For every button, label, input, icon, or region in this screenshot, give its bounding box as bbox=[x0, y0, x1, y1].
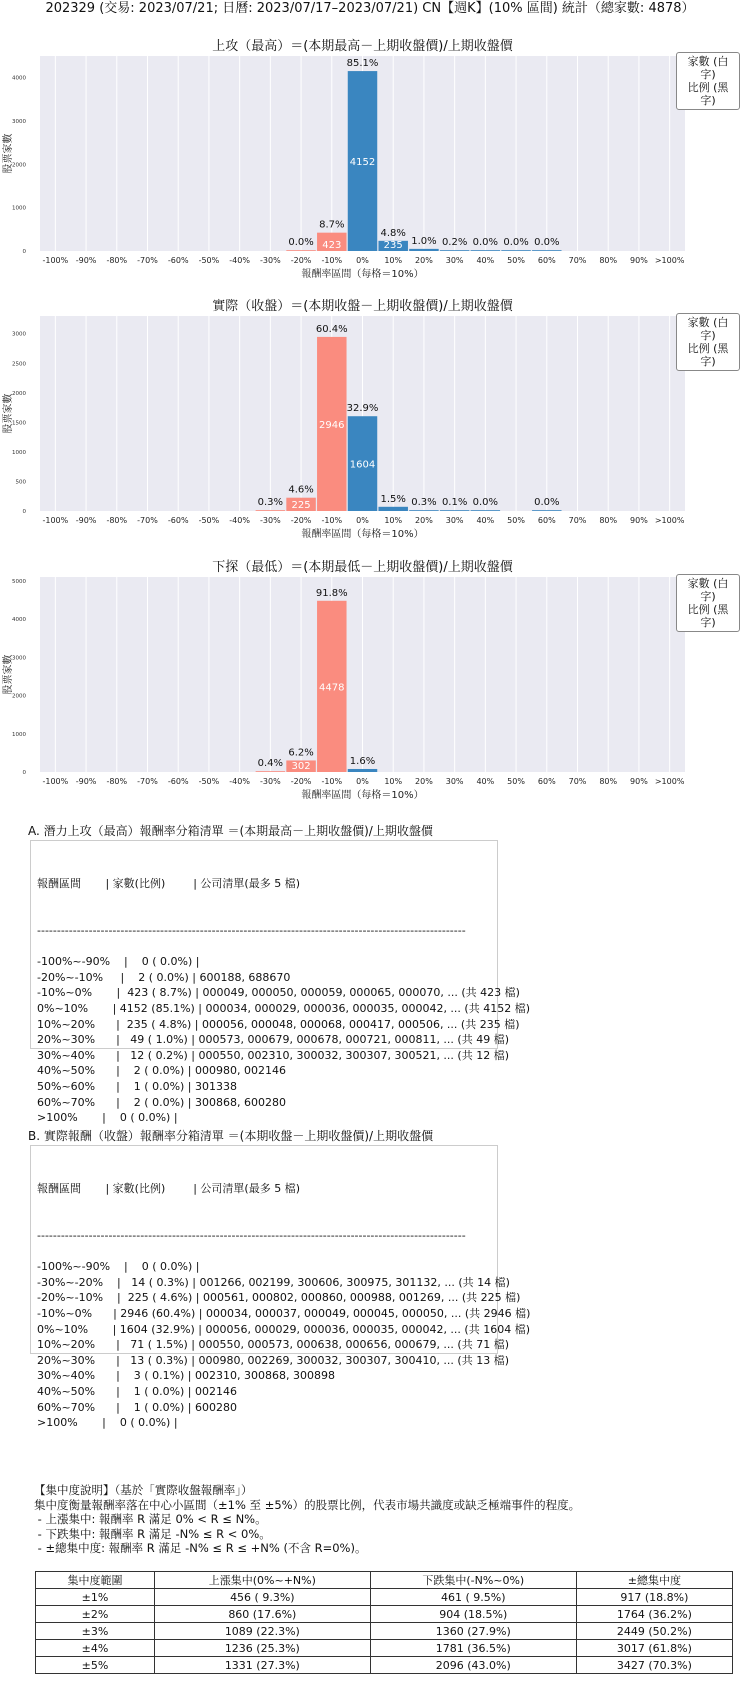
bar-count-label: 225 bbox=[291, 500, 311, 511]
list-row: 40%~50% | 1 ( 0.0%) | 002146 bbox=[37, 1384, 237, 1398]
y-tick-label: 0 bbox=[22, 249, 26, 255]
list-row: -100%~-90% | 0 ( 0.0%) | bbox=[37, 955, 200, 969]
bar bbox=[532, 510, 561, 511]
x-tick-label: -30% bbox=[260, 516, 281, 525]
list-row: >100% | 0 ( 0.0%) | bbox=[37, 1111, 178, 1125]
table-cell: 1236 (25.3%) bbox=[154, 1640, 370, 1657]
list-row: 10%~20% | 235 ( 4.8%) | 000056, 000048, 000068, 000417, 000506, ... (共 235 檔) bbox=[37, 1017, 520, 1031]
y-tick-label: 0 bbox=[22, 509, 26, 515]
table-cell: 860 (17.6%) bbox=[154, 1606, 370, 1623]
bar-percent-label: 32.9% bbox=[346, 403, 379, 415]
x-tick-label: 0% bbox=[356, 777, 369, 786]
chart-legend bbox=[676, 574, 740, 632]
x-tick-label: 40% bbox=[476, 777, 495, 786]
x-tick-label: >100% bbox=[654, 516, 685, 525]
list-row: 10%~20% | 71 ( 1.5%) | 000550, 000573, 000638, 000656, 000679, ... (共 71 檔) bbox=[37, 1338, 509, 1352]
x-tick-label: -50% bbox=[198, 516, 220, 525]
note-line: - ±總集中度: 報酬率 R 滿足 -N% ≤ R ≤ +N% (不含 R=0%)。 bbox=[34, 1541, 367, 1556]
x-tick-label: -20% bbox=[290, 777, 312, 786]
bar-percent-label: 6.2% bbox=[288, 747, 314, 759]
x-tick-label: 20% bbox=[415, 256, 433, 265]
y-tick-label: 2000 bbox=[12, 693, 26, 700]
x-tick-label: -30% bbox=[260, 256, 281, 265]
bar-count-label: 235 bbox=[383, 240, 403, 251]
bar-percent-label: 0.0% bbox=[503, 237, 529, 248]
list-row: -30%~-20% | 14 ( 0.3%) | 001266, 002199, 300606, 300975, 301132, ... (共 14 檔) bbox=[37, 1275, 510, 1289]
x-tick-label: -70% bbox=[137, 256, 158, 265]
table-cell: ±5% bbox=[36, 1657, 155, 1674]
x-tick-label: -80% bbox=[106, 256, 128, 265]
x-tick-label: 60% bbox=[537, 256, 556, 265]
table-row bbox=[36, 1657, 733, 1674]
y-tick-label: 1000 bbox=[12, 205, 26, 212]
x-tick-label: -10% bbox=[321, 516, 343, 525]
y-tick-label: 3000 bbox=[12, 119, 26, 125]
bar-percent-label: 0.0% bbox=[472, 497, 499, 508]
list-row: 20%~30% | 49 ( 1.0%) | 000573, 000679, 000678, 000721, 000811, ... (共 49 檔) bbox=[37, 1033, 509, 1047]
bar bbox=[471, 510, 500, 511]
x-tick-label: -90% bbox=[75, 256, 97, 265]
list-header: 報酬區間 | 家數(比例) | 公司清單(最多 5 檔) bbox=[37, 877, 301, 891]
bar bbox=[348, 769, 377, 772]
x-tick-label: -50% bbox=[198, 256, 220, 265]
x-tick-label: -60% bbox=[167, 516, 189, 525]
bar-percent-label: 0.4% bbox=[257, 758, 284, 769]
x-tick-label: 30% bbox=[445, 777, 464, 786]
x-tick-label: 90% bbox=[630, 777, 648, 786]
chart-title: 上攻（最高）＝(本期最高－上期收盤價)/上期收盤價 bbox=[212, 39, 513, 54]
x-tick-label: 80% bbox=[599, 256, 618, 265]
table-cell: 2449 (50.2%) bbox=[576, 1623, 732, 1640]
table-cell: 1360 (27.9%) bbox=[370, 1623, 576, 1640]
bar bbox=[256, 771, 285, 772]
x-tick-label: -40% bbox=[229, 516, 250, 525]
x-tick-label: >100% bbox=[654, 256, 685, 265]
x-tick-label: -10% bbox=[321, 256, 343, 265]
list-row: 0%~10% | 1604 (32.9%) | 000056, 000029, 000036, 000035, 000042, ... (共 1604 檔) bbox=[37, 1322, 530, 1336]
y-tick-label: 500 bbox=[15, 479, 26, 486]
y-tick-label: 2500 bbox=[12, 361, 26, 368]
x-tick-label: 50% bbox=[507, 256, 525, 265]
bar-percent-label: 0.1% bbox=[441, 497, 468, 508]
x-tick-label: -20% bbox=[290, 516, 312, 525]
bar-percent-label: 91.8% bbox=[315, 587, 348, 599]
table-cell: 1089 (22.3%) bbox=[154, 1623, 370, 1640]
bar-percent-label: 60.4% bbox=[315, 323, 348, 335]
upside-high-chart bbox=[0, 38, 740, 290]
list-row: 60%~70% | 1 ( 0.0%) | 600280 bbox=[37, 1400, 237, 1414]
table-row bbox=[36, 1623, 733, 1640]
table-cell: ±1% bbox=[36, 1589, 155, 1606]
x-tick-label: 90% bbox=[630, 516, 648, 525]
x-tick-label: -40% bbox=[229, 777, 250, 786]
x-tick-label: -50% bbox=[198, 777, 220, 786]
list-row: 20%~30% | 13 ( 0.3%) | 000980, 002269, 300032, 300307, 300410, ... (共 13 檔) bbox=[37, 1353, 509, 1367]
table-header-cell: 上漲集中(0%~+N%) bbox=[154, 1572, 370, 1589]
list-row: -20%~-10% | 225 ( 4.6%) | 000561, 000802, 000860, 000988, 001269, ... (共 225 檔) bbox=[37, 1291, 521, 1305]
x-tick-label: 40% bbox=[476, 516, 495, 525]
y-axis-label: 股票家數 bbox=[3, 133, 14, 174]
chart-legend bbox=[676, 313, 740, 371]
table-row bbox=[36, 1640, 733, 1657]
x-axis-label: 報酬率區間（每格＝10%） bbox=[301, 529, 424, 540]
x-tick-label: 90% bbox=[630, 256, 648, 265]
x-tick-label: -90% bbox=[75, 516, 97, 525]
x-tick-label: 80% bbox=[599, 777, 618, 786]
x-tick-label: -70% bbox=[137, 777, 158, 786]
table-cell: ±3% bbox=[36, 1623, 155, 1640]
table-row bbox=[36, 1606, 733, 1623]
bar-percent-label: 0.3% bbox=[411, 497, 437, 508]
x-tick-label: 10% bbox=[384, 256, 403, 265]
table-cell: 461 ( 9.5%) bbox=[370, 1589, 576, 1606]
table-header-cell: 下跌集中(-N%~0%) bbox=[370, 1572, 576, 1589]
legend-count-label: 家數 (白字) bbox=[687, 316, 729, 342]
bar-percent-label: 0.3% bbox=[257, 497, 284, 508]
x-tick-label: 50% bbox=[507, 516, 525, 525]
list-row: -10%~0% | 423 ( 8.7%) | 000049, 000050, 000059, 000065, 000070, ... (共 423 檔) bbox=[37, 986, 520, 1000]
table-cell: 904 (18.5%) bbox=[370, 1606, 576, 1623]
y-tick-label: 1500 bbox=[12, 420, 26, 427]
downside-low-chart bbox=[0, 559, 740, 811]
legend-count-label: 家數 (白字) bbox=[687, 577, 729, 603]
x-tick-label: 0% bbox=[356, 256, 369, 265]
x-tick-label: 70% bbox=[568, 256, 587, 265]
table-cell: 1781 (36.5%) bbox=[370, 1640, 576, 1657]
x-tick-label: 40% bbox=[476, 256, 495, 265]
bar-count-label: 4478 bbox=[319, 682, 345, 694]
x-axis-label: 報酬率區間（每格＝10%） bbox=[301, 790, 424, 801]
x-tick-label: -40% bbox=[229, 256, 250, 265]
actual-close-chart bbox=[0, 298, 740, 550]
x-tick-label: 0% bbox=[356, 516, 369, 525]
x-tick-label: -100% bbox=[42, 516, 69, 525]
chart-title: 實際（收盤）＝(本期收盤－上期收盤價)/上期收盤價 bbox=[212, 299, 513, 314]
note-line: - 下跌集中: 報酬率 R 滿足 -N% ≤ R < 0%。 bbox=[34, 1526, 271, 1541]
list-row: 30%~40% | 3 ( 0.1%) | 002310, 300868, 300898 bbox=[37, 1369, 335, 1383]
bar-percent-label: 1.0% bbox=[411, 235, 437, 247]
legend-ratio-label: 比例 (黑字) bbox=[687, 81, 729, 107]
list-divider: ------------------------------------------------------------------------------------------------------------ bbox=[37, 923, 466, 937]
x-tick-label: -60% bbox=[167, 256, 189, 265]
bar-percent-label: 0.2% bbox=[441, 237, 468, 248]
bar bbox=[286, 250, 315, 251]
bar-percent-label: 0.0% bbox=[534, 497, 560, 508]
page-title: 202329 (交易: 2023/07/21; 日曆: 2023/07/17–2023/07/21) CN【週K】(10% 區間) 統計（總家數: 4878） bbox=[45, 1, 695, 16]
bar-percent-label: 4.8% bbox=[380, 227, 406, 239]
y-tick-label: 5000 bbox=[12, 578, 26, 585]
x-tick-label: -80% bbox=[106, 516, 128, 525]
concentration-table bbox=[35, 1571, 733, 1674]
bar bbox=[409, 249, 438, 251]
x-tick-label: -10% bbox=[321, 777, 343, 786]
section-b-list bbox=[30, 1145, 531, 1430]
bar bbox=[440, 510, 469, 511]
concentration-notes bbox=[34, 1483, 580, 1556]
bar-percent-label: 0.0% bbox=[288, 237, 314, 248]
chart-legend bbox=[676, 52, 740, 110]
list-row: 60%~70% | 2 ( 0.0%) | 300868, 600280 bbox=[37, 1095, 286, 1109]
list-row: -20%~-10% | 2 ( 0.0%) | 600188, 688670 bbox=[37, 970, 291, 984]
list-row: 50%~60% | 1 ( 0.0%) | 301338 bbox=[37, 1079, 237, 1093]
table-cell: ±4% bbox=[36, 1640, 155, 1657]
x-tick-label: 10% bbox=[384, 777, 403, 786]
list-row: -10%~0% | 2946 (60.4%) | 000034, 000037, 000049, 000045, 000050, ... (共 2946 檔) bbox=[37, 1306, 531, 1320]
y-tick-label: 0 bbox=[22, 770, 26, 776]
x-tick-label: 70% bbox=[568, 516, 587, 525]
y-tick-label: 2000 bbox=[12, 162, 26, 169]
table-cell: 3017 (61.8%) bbox=[576, 1640, 732, 1657]
x-tick-label: 20% bbox=[415, 777, 433, 786]
list-row: -100%~-90% | 0 ( 0.0%) | bbox=[37, 1260, 200, 1274]
list-row: 0%~10% | 4152 (85.1%) | 000034, 000029, 000036, 000035, 000042, ... (共 4152 檔) bbox=[37, 1001, 530, 1015]
note-line: 【集中度說明】（基於「實際收盤報酬率」） bbox=[34, 1483, 253, 1497]
chart-title: 下探（最低）＝(本期最低－上期收盤價)/上期收盤價 bbox=[212, 560, 513, 575]
table-header-cell: ±總集中度 bbox=[576, 1572, 732, 1589]
bar bbox=[256, 510, 285, 511]
bar-percent-label: 1.5% bbox=[380, 493, 406, 505]
x-tick-label: 50% bbox=[507, 777, 525, 786]
bar bbox=[378, 507, 407, 511]
table-cell: 2096 (43.0%) bbox=[370, 1657, 576, 1674]
table-header-row bbox=[36, 1572, 733, 1589]
table-cell: 1331 (27.3%) bbox=[154, 1657, 370, 1674]
bar-count-label: 1604 bbox=[349, 459, 376, 471]
section-b-title: B. 實際報酬（收盤）報酬率分箱清單 ＝(本期收盤－上期收盤價)/上期收盤價 bbox=[28, 1129, 434, 1143]
table-cell: ±2% bbox=[36, 1606, 155, 1623]
bar bbox=[409, 510, 438, 511]
y-tick-label: 1000 bbox=[12, 449, 26, 456]
list-row: 30%~40% | 12 ( 0.2%) | 000550, 002310, 300032, 300307, 300521, ... (共 12 檔) bbox=[37, 1048, 509, 1062]
legend-count-label: 家數 (白字) bbox=[687, 55, 729, 81]
legend-ratio-label: 比例 (黑字) bbox=[687, 342, 729, 368]
list-row: >100% | 0 ( 0.0%) | bbox=[37, 1416, 178, 1430]
bar bbox=[532, 250, 561, 251]
note-line: 集中度衡量報酬率落在中心小區間（±1% 至 ±5%）的股票比例，代表市場共識度或缺乏極端事件的程度。 bbox=[34, 1497, 581, 1512]
table-cell: 917 (18.8%) bbox=[576, 1589, 732, 1606]
y-tick-label: 2000 bbox=[12, 390, 26, 397]
table-header-cell: 集中度範圍 bbox=[36, 1572, 155, 1589]
table-cell: 456 ( 9.3%) bbox=[154, 1589, 370, 1606]
x-tick-label: -100% bbox=[42, 256, 69, 265]
table-cell: 1764 (36.2%) bbox=[576, 1606, 732, 1623]
x-tick-label: 30% bbox=[445, 516, 464, 525]
list-row: 40%~50% | 2 ( 0.0%) | 000980, 002146 bbox=[37, 1064, 286, 1078]
x-tick-label: 80% bbox=[599, 516, 618, 525]
x-tick-label: 30% bbox=[445, 256, 464, 265]
x-tick-label: -70% bbox=[137, 516, 158, 525]
legend-ratio-label: 比例 (黑字) bbox=[687, 603, 729, 629]
x-axis-label: 報酬率區間（每格＝10%） bbox=[301, 269, 424, 280]
x-tick-label: >100% bbox=[654, 777, 685, 786]
x-tick-label: -80% bbox=[106, 777, 128, 786]
x-tick-label: 70% bbox=[568, 777, 587, 786]
bar-percent-label: 4.6% bbox=[288, 484, 314, 496]
table-row bbox=[36, 1589, 733, 1606]
x-tick-label: -100% bbox=[42, 777, 69, 786]
bar-count-label: 4152 bbox=[349, 157, 376, 169]
x-tick-label: -30% bbox=[260, 777, 281, 786]
y-tick-label: 4000 bbox=[12, 617, 26, 624]
x-tick-label: -20% bbox=[290, 256, 312, 265]
bar bbox=[440, 250, 469, 251]
x-tick-label: 60% bbox=[537, 516, 556, 525]
table-cell: 3427 (70.3%) bbox=[576, 1657, 732, 1674]
x-tick-label: 20% bbox=[415, 516, 433, 525]
y-tick-label: 4000 bbox=[12, 75, 26, 82]
list-divider: ------------------------------------------------------------------------------------------------------------ bbox=[37, 1228, 466, 1242]
section-a-title: A. 潛力上攻（最高）報酬率分箱清單 ＝(本期最高－上期收盤價)/上期收盤價 bbox=[28, 824, 433, 838]
bar-count-label: 302 bbox=[291, 761, 311, 772]
y-axis-label: 股票家數 bbox=[3, 393, 14, 434]
x-tick-label: -60% bbox=[167, 777, 189, 786]
bar-count-label: 2946 bbox=[319, 419, 345, 431]
bar-percent-label: 1.6% bbox=[349, 755, 376, 767]
y-axis-label: 股票家數 bbox=[3, 654, 14, 695]
bar-percent-label: 85.1% bbox=[346, 58, 379, 70]
bar-percent-label: 0.0% bbox=[534, 237, 560, 248]
bar-count-label: 423 bbox=[322, 240, 342, 251]
bar-percent-label: 0.0% bbox=[472, 237, 499, 248]
bar bbox=[501, 250, 530, 251]
x-tick-label: -90% bbox=[75, 777, 97, 786]
bar bbox=[471, 250, 500, 251]
note-line: - 上漲集中: 報酬率 R 滿足 0% < R ≤ N%。 bbox=[34, 1512, 267, 1527]
y-tick-label: 3000 bbox=[12, 655, 26, 662]
list-header: 報酬區間 | 家數(比例) | 公司清單(最多 5 檔) bbox=[37, 1182, 301, 1196]
x-tick-label: 10% bbox=[384, 516, 403, 525]
y-tick-label: 1000 bbox=[12, 731, 26, 738]
section-a-list bbox=[30, 840, 530, 1125]
y-tick-label: 3000 bbox=[12, 331, 26, 338]
bar-percent-label: 8.7% bbox=[319, 219, 345, 231]
x-tick-label: 60% bbox=[537, 777, 556, 786]
